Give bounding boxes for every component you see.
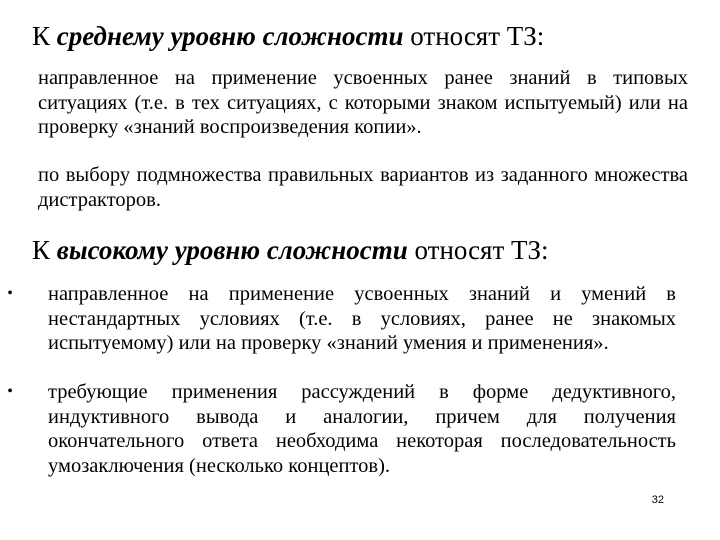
heading-emphasis: среднему уровню сложности (56, 21, 404, 51)
medium-item-1: направленное на применение усвоенных ранее знаний в типовых ситуациях (т.е. в тех ситуациях, с которыми знаком испытуемый) или на проверку «знаний воспроизведения копии». (38, 67, 688, 139)
page-number: 32 (651, 494, 664, 506)
medium-level-heading (32, 20, 544, 52)
heading-suffix: относят ТЗ: (407, 235, 549, 265)
medium-item-2: по выбору подмножества правильных вариантов из заданного множества дистракторов. (38, 164, 688, 211)
high-level-heading (32, 234, 549, 266)
high-item-1: направленное на применение усвоенных знаний и умений в нестандартных условиях (т.е. в условиях, ранее не знакомых испытуемому) или на проверку «знаний умения и применения». (48, 283, 676, 355)
heading-emphasis: высокому уровню сложности (56, 235, 408, 265)
heading-prefix: К (32, 235, 57, 265)
heading-suffix: относят ТЗ: (403, 21, 545, 51)
bullet-icon: • (7, 383, 13, 400)
heading-prefix: К (32, 21, 57, 51)
high-item-2: требующие применения рассуждений в форме дедуктивного, индуктивного вывода и аналогии, причем для получения окончательного ответа необходима некоторая последовательность умозаключения (несколько концептов). (48, 381, 676, 477)
bullet-icon: • (7, 285, 13, 302)
